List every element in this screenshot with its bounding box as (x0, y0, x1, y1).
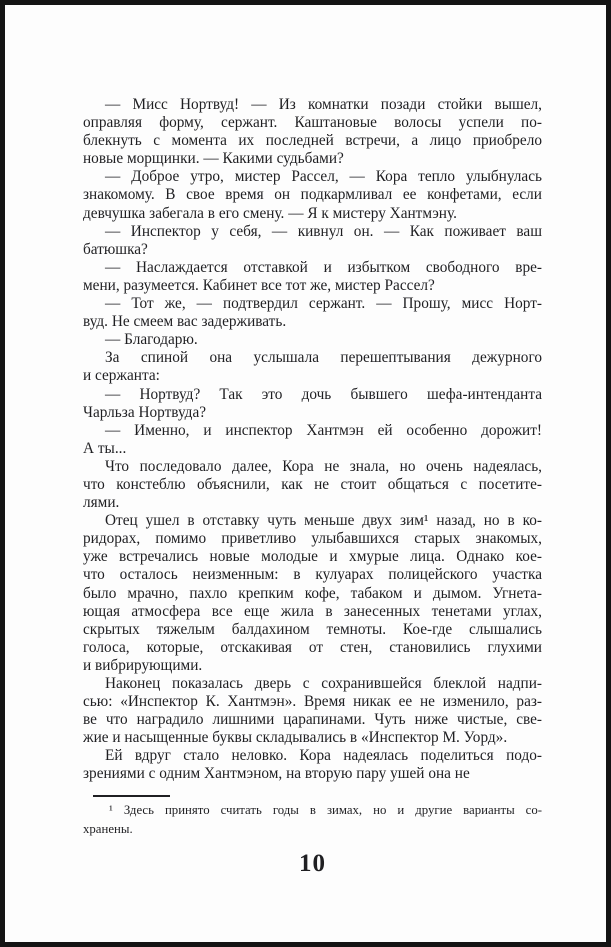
text-line: Наконец показалась дверь с сохранившейся блеклой надпи- (105, 675, 542, 692)
paragraph (83, 168, 542, 222)
text-line: — Тот же, — подтвердил сержант. — Прошу, мисс Норт- (105, 295, 542, 313)
text-line: батюшка? (83, 240, 148, 258)
text-line: голоса, которые, отскакивая от стен, становились глухими (83, 638, 542, 656)
text-line: — Нортвуд? Так это дочь бывшего шефа-интенданта (105, 385, 542, 403)
text-line: сью: «Инспектор К. Хантмэн». Время никак ее не изменило, раз- (83, 693, 542, 711)
paragraph (83, 96, 542, 168)
text-line: Ей вдруг стало неловко. Кора надеялась поделиться подо- (105, 747, 542, 765)
text-line: зрениями с одним Хантмэном, на вторую пару ушей она не (83, 765, 470, 783)
text-line: — Именно, и инспектор Хантмэн ей особенно дорожит! (105, 421, 542, 439)
text-line: вуд. Не смеем вас задерживать. (83, 313, 287, 331)
paragraph (83, 223, 542, 259)
text-line: блекнуть с момента их последней встречи, а лицо приобрело (83, 132, 542, 150)
text-line: — Благодарю. (105, 331, 198, 349)
text-line: лями. (83, 494, 120, 512)
text-line: — Мисс Нортвуд! — Из комнатки позади стойки вышел, (105, 96, 542, 113)
paragraph (83, 512, 542, 675)
paragraph (83, 458, 542, 512)
text-line: Отец ушел в отставку чуть меньше двух зим¹ назад, но в ко- (105, 512, 542, 530)
page-number: 10 (299, 850, 326, 877)
text-line: новые морщинки. — Какими судьбами? (83, 150, 344, 168)
text-line: мени, разумеется. Кабинет все тот же, мистер Рассел? (83, 276, 435, 294)
text-line: Что последовало далее, Кора не знала, но очень надеялась, (105, 457, 542, 475)
text-line: — Наслаждается отставкой и избытком свободного вре- (105, 258, 542, 276)
paragraph (83, 747, 542, 783)
footnote (83, 801, 542, 839)
text-line: скрытых тяжелым балдахином темноты. Кое-где слышались (83, 620, 542, 638)
footnote-line: ¹ Здесь принято считать годы в зимах, но и другие варианты со- (109, 803, 542, 817)
text-line: и вибрирующими. (83, 656, 203, 674)
text-line: ющая атмосфера все еще жила в занесенных тенетами углах, (83, 602, 542, 620)
text-line: что осталось неизменным: в кулуарах полицейского участка (83, 566, 542, 584)
text-line: жие и насыщенные буквы складывались в «Инспектор М. Уорд». (83, 729, 508, 747)
text-line: было мрачно, пахло крепким кофе, табаком и дымом. Угнета- (83, 584, 542, 602)
paragraph (83, 295, 542, 331)
text-line: уже встречались новые молодые и хмурые лица. Однако кое- (83, 548, 542, 566)
text-line: и сержанта: (83, 367, 160, 385)
paragraph (83, 386, 542, 422)
text-line: ве что наградило лишними царапинами. Чуть ниже чистые, све- (83, 711, 542, 729)
text-line: Чарльза Нортвуда? (83, 403, 207, 421)
page-text (83, 96, 542, 784)
paragraph (83, 331, 542, 349)
paragraph (83, 422, 542, 458)
text-line: — Доброе утро, мистер Рассел, — Кора тепло улыбнулась (105, 168, 542, 186)
text-line: За спиной она услышала перешептывания дежурного (105, 349, 542, 367)
paragraph (83, 259, 542, 295)
footnote-line: хранены. (83, 822, 133, 836)
text-line: ридорах, помимо приветливо улыбавшихся старых знакомых, (83, 530, 542, 548)
paragraph (83, 349, 542, 385)
text-line: — Инспектор у себя, — кивнул он. — Как поживает ваш (105, 222, 542, 240)
footnote-separator (93, 795, 170, 797)
text-line: А ты... (83, 439, 127, 457)
text-line: девчушка забегала в его смену. — Я к мистеру Хантмэну. (83, 204, 457, 222)
text-line: оправляя форму, сержант. Каштановые волосы успели по- (83, 114, 542, 132)
paragraph (83, 675, 542, 747)
text-line: что констеблю объяснили, как не стоит общаться с посетите- (83, 475, 542, 493)
text-line: знакомому. В свое время он подкармливал ее конфетами, если (83, 186, 542, 204)
